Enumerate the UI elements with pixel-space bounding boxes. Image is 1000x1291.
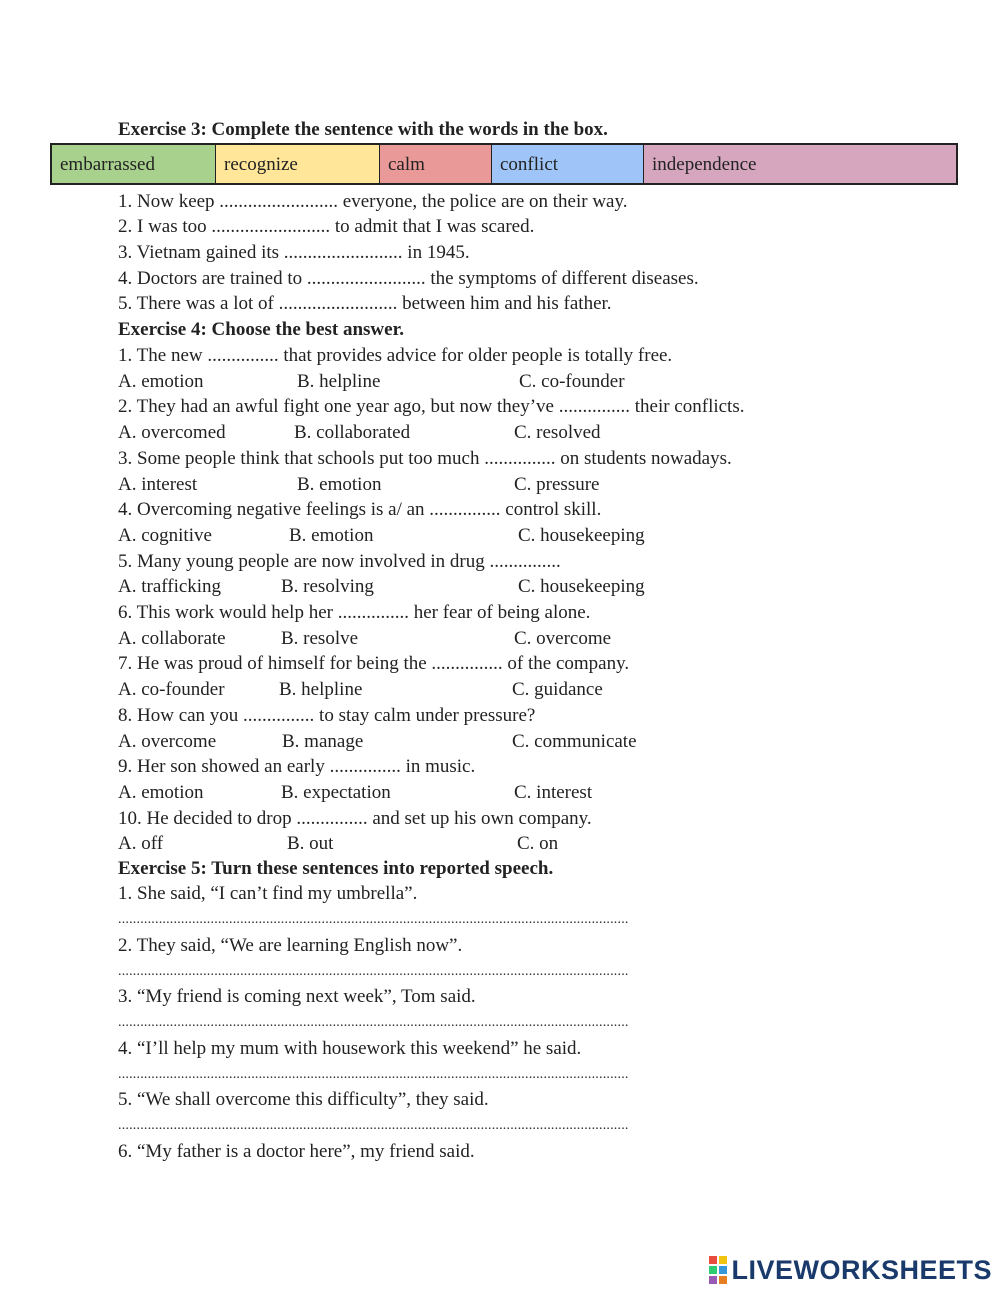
liveworksheets-logo: [709, 1254, 992, 1286]
answer-option-b[interactable]: B. helpline: [297, 370, 381, 392]
answer-option-c[interactable]: C. housekeeping: [518, 524, 645, 546]
answer-line[interactable]: ..........................................................................................................................................: [118, 1017, 629, 1030]
answer-option-a[interactable]: A. cognitive: [118, 524, 212, 546]
exercise-5-item: 4. “I’ll help my mum with housework this weekend” he said.: [118, 1037, 582, 1059]
answer-option-c[interactable]: C. communicate: [512, 730, 637, 752]
answer-option-c[interactable]: C. overcome: [514, 627, 612, 649]
word-box-cell: calm: [380, 145, 492, 183]
answer-option-a[interactable]: A. co-founder: [118, 679, 225, 701]
exercise-4-question: 10. He decided to drop ............... and set up his own company.: [118, 807, 592, 829]
answer-option-b[interactable]: B. emotion: [297, 473, 382, 495]
exercise-3-sentence: 4. Doctors are trained to ......................... the symptoms of different diseases.: [118, 268, 699, 289]
answer-option-b[interactable]: B. out: [287, 833, 334, 855]
word-box-cell: independence: [644, 145, 956, 183]
answer-line[interactable]: ..........................................................................................................................................: [118, 965, 629, 978]
exercise-4-question: 8. How can you ............... to stay calm under pressure?: [118, 704, 536, 726]
answer-option-b[interactable]: B. collaborated: [294, 422, 411, 444]
answer-option-a[interactable]: A. overcome: [118, 730, 217, 752]
answer-option-c[interactable]: C. guidance: [512, 679, 603, 701]
answer-option-a[interactable]: A. emotion: [118, 370, 204, 392]
answer-option-a[interactable]: A. off: [118, 833, 164, 855]
exercise-4-heading: Exercise 4: Choose the best answer.: [118, 319, 405, 340]
logo-square: [719, 1276, 727, 1284]
exercise-4-question: 5. Many young people are now involved in drug ...............: [118, 550, 561, 572]
answer-option-a[interactable]: A. trafficking: [118, 576, 222, 598]
exercise-5-item: 5. “We shall overcome this difficulty”, they said.: [118, 1089, 489, 1111]
exercise-5-item: 2. They said, “We are learning English now”.: [118, 934, 463, 956]
answer-option-a[interactable]: A. interest: [118, 473, 198, 495]
logo-square: [719, 1266, 727, 1274]
exercise-3-sentence: 3. Vietnam gained its ......................... in 1945.: [118, 242, 470, 263]
word-box-cell: conflict: [492, 145, 644, 183]
answer-option-c[interactable]: C. pressure: [514, 473, 600, 495]
exercise-4-question: 2. They had an awful fight one year ago, but now they’ve ............... their conflicts.: [118, 396, 745, 418]
answer-option-b[interactable]: B. resolving: [281, 576, 374, 598]
exercise-5-heading: Exercise 5: Turn these sentences into reported speech.: [118, 858, 554, 879]
answer-line[interactable]: ..........................................................................................................................................: [118, 1120, 629, 1133]
logo-square: [709, 1256, 717, 1264]
exercise-4-question: 7. He was proud of himself for being the ............... of the company.: [118, 653, 630, 675]
answer-option-c[interactable]: C. co-founder: [519, 370, 625, 392]
exercise-4-question: 1. The new ............... that provides advice for older people is totally free.: [118, 345, 673, 366]
exercise-5-item: 1. She said, “I can’t find my umbrella”.: [118, 883, 418, 904]
answer-option-b[interactable]: B. manage: [282, 730, 364, 752]
word-box: [50, 143, 958, 185]
logo-square: [709, 1266, 717, 1274]
answer-option-c[interactable]: C. on: [517, 833, 559, 855]
exercise-3-sentence: 5. There was a lot of ......................... between him and his father.: [118, 293, 612, 314]
logo-icon: [709, 1256, 727, 1284]
answer-option-a[interactable]: A. emotion: [118, 781, 204, 803]
exercise-5-item: 3. “My friend is coming next week”, Tom said.: [118, 986, 476, 1008]
exercise-4-question: 3. Some people think that schools put too much ............... on students nowadays.: [118, 447, 732, 469]
exercise-3-sentence: 1. Now keep ......................... everyone, the police are on their way.: [118, 191, 628, 212]
brand-name: LIVEWORKSHEETS: [731, 1254, 992, 1285]
logo-square: [719, 1256, 727, 1264]
answer-option-b[interactable]: B. helpline: [279, 679, 363, 701]
exercise-5-item: 6. “My father is a doctor here”, my friend said.: [118, 1141, 475, 1162]
answer-option-b[interactable]: B. resolve: [281, 627, 359, 649]
answer-line[interactable]: ..........................................................................................................................................: [118, 914, 629, 926]
answer-option-a[interactable]: A. overcomed: [118, 422, 226, 444]
exercise-3-heading: Exercise 3: Complete the sentence with the words in the box.: [118, 119, 608, 140]
exercise-4-question: 9. Her son showed an early ............... in music.: [118, 756, 476, 778]
answer-option-c[interactable]: C. housekeeping: [518, 576, 645, 598]
answer-option-c[interactable]: C. resolved: [514, 422, 601, 444]
exercise-4-question: 6. This work would help her ............... her fear of being alone.: [118, 602, 591, 623]
answer-option-a[interactable]: A. collaborate: [118, 627, 226, 649]
logo-square: [709, 1276, 717, 1284]
answer-option-b[interactable]: B. emotion: [289, 524, 374, 546]
answer-option-b[interactable]: B. expectation: [281, 781, 391, 803]
answer-line[interactable]: ..........................................................................................................................................: [118, 1068, 629, 1081]
word-box-cell: embarrassed: [52, 145, 216, 183]
answer-option-c[interactable]: C. interest: [514, 781, 593, 803]
exercise-3-sentence: 2. I was too ......................... to admit that I was scared.: [118, 216, 535, 237]
word-box-cell: recognize: [216, 145, 380, 183]
exercise-4-question: 4. Overcoming negative feelings is a/ an ............... control skill.: [118, 499, 602, 521]
